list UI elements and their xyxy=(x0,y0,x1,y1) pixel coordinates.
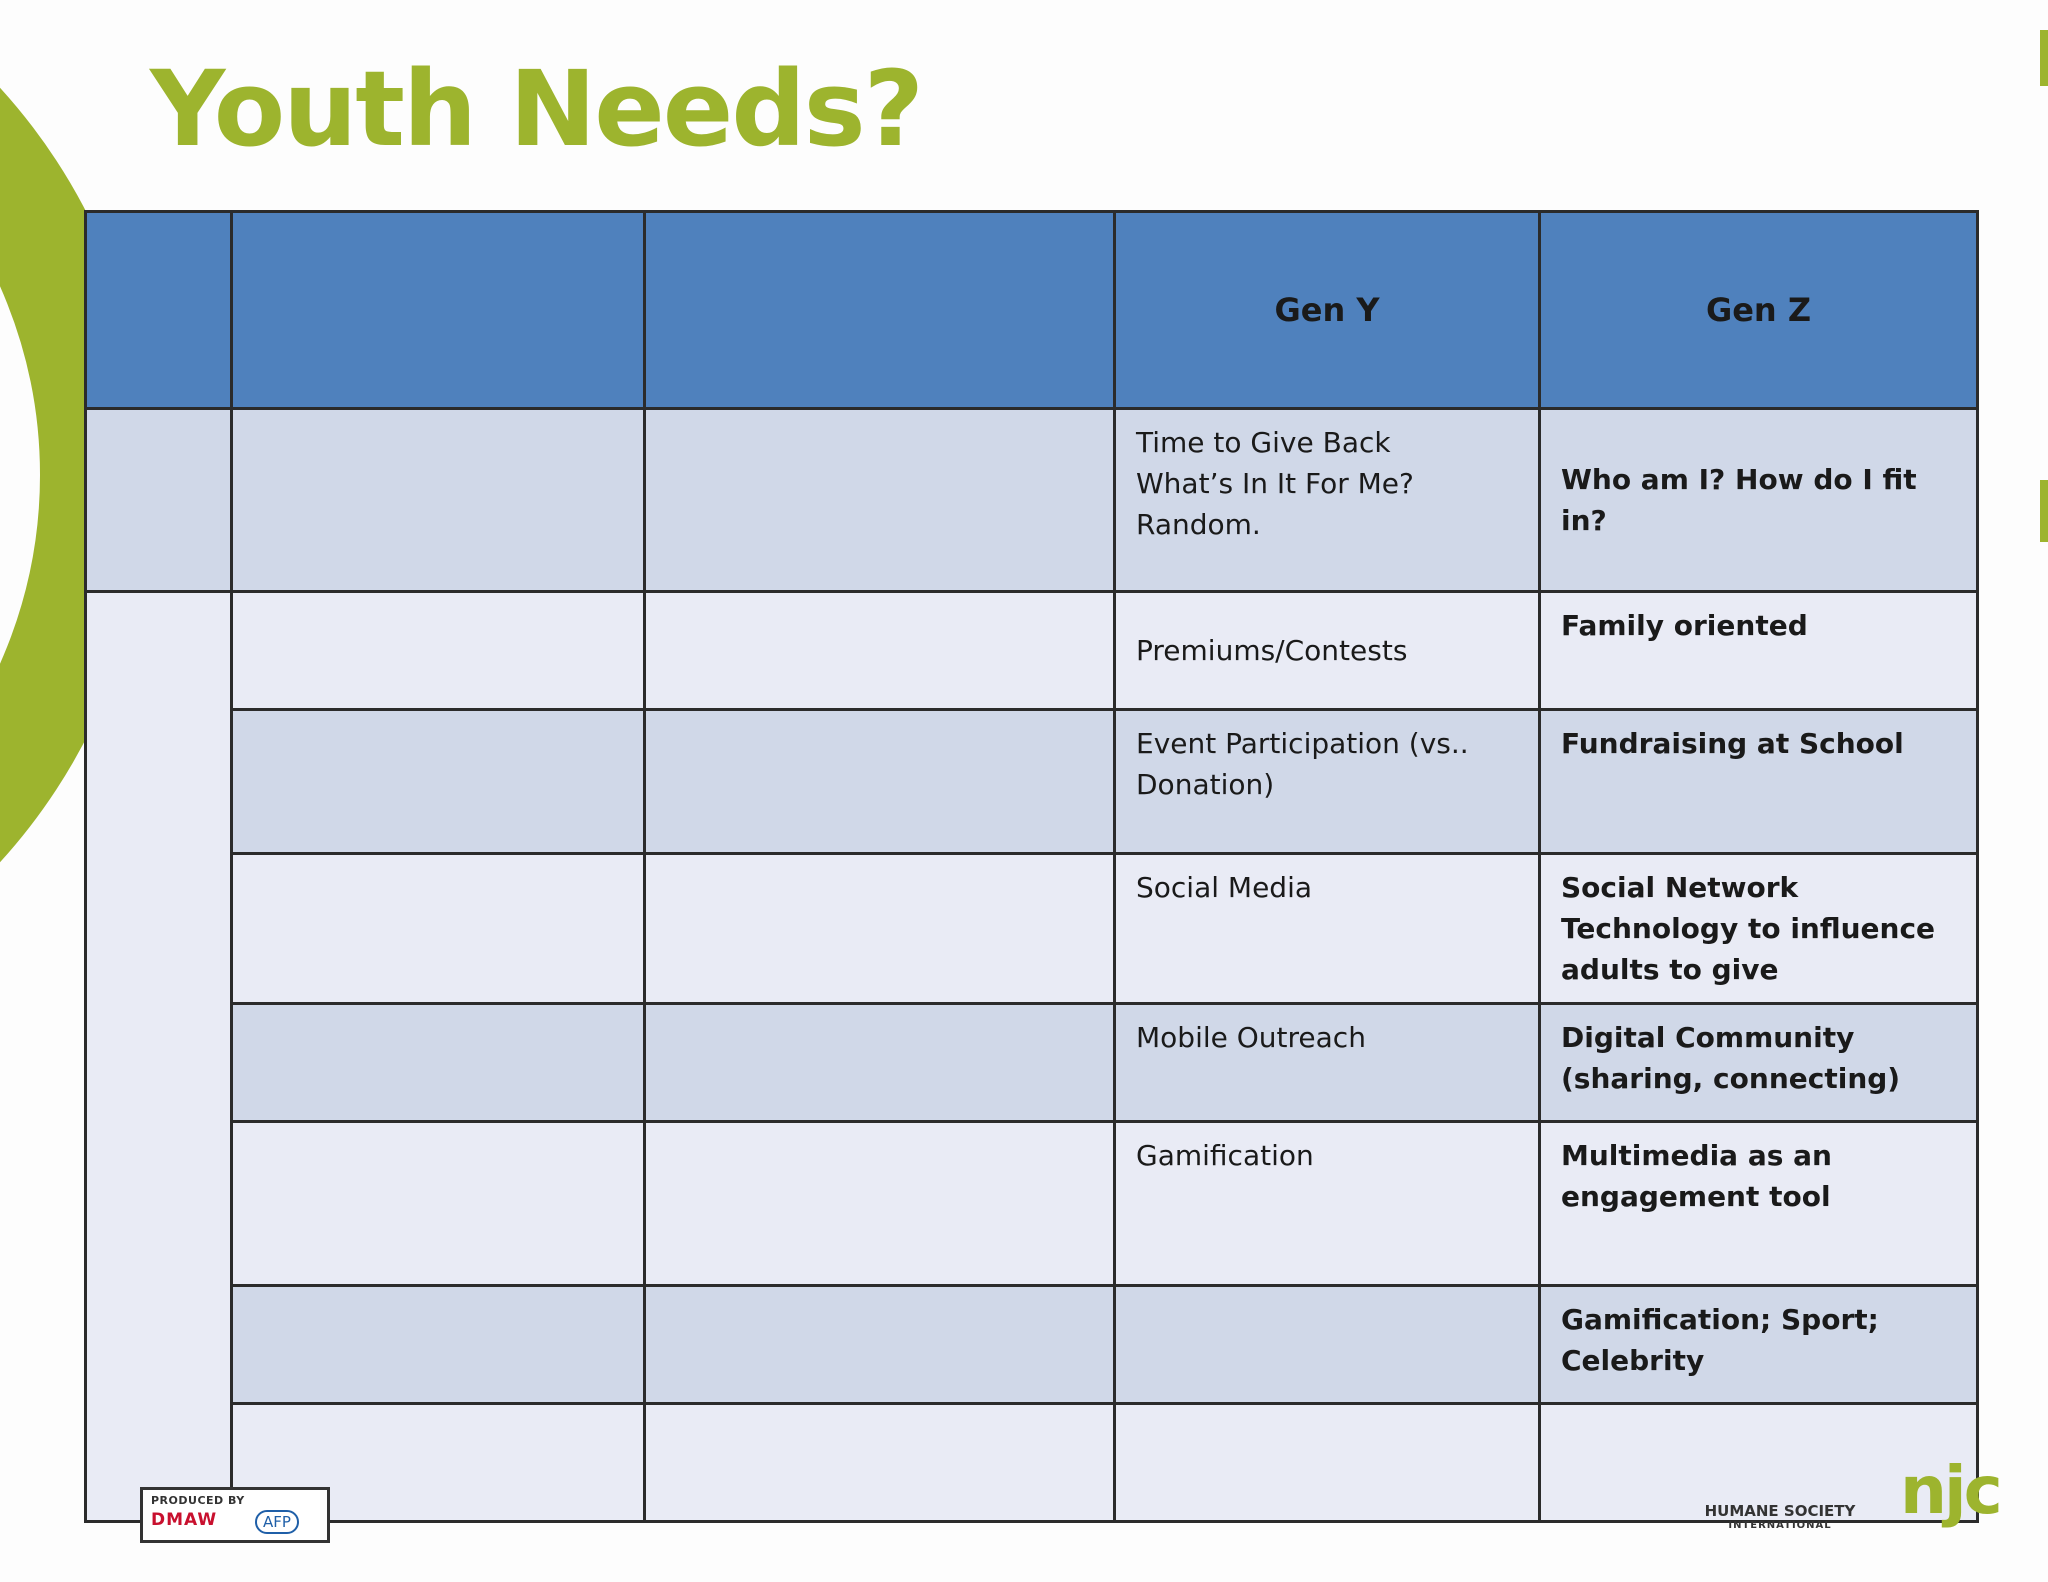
header-gen-z: Gen Z xyxy=(1540,212,1978,409)
gen-z-cell: Fundraising at School xyxy=(1540,710,1978,854)
njc-logo: njc xyxy=(1900,1452,2000,1529)
table-cell xyxy=(232,1004,645,1122)
table-cell xyxy=(86,409,232,592)
cell-line: Gamification xyxy=(1136,1139,1314,1172)
table-row xyxy=(86,1286,1978,1404)
cell-line: Social Media xyxy=(1136,871,1313,904)
gen-y-cell xyxy=(1115,1404,1540,1522)
table-cell xyxy=(232,409,645,592)
table-cell xyxy=(232,854,645,1004)
gen-z-cell: Multimedia as an engagement tool xyxy=(1540,1122,1978,1286)
hsi-line-2: INTERNATIONAL xyxy=(1728,1520,1832,1531)
cell-line: Time to Give Back xyxy=(1136,426,1391,459)
hsi-line-1: HUMANE SOCIETY xyxy=(1704,1502,1856,1520)
dmaw-afp-logo xyxy=(140,1487,330,1543)
gen-y-cell xyxy=(1115,854,1540,1004)
gen-y-cell xyxy=(1115,1004,1540,1122)
decorative-edge-mark xyxy=(2040,30,2048,86)
table-row xyxy=(86,1004,1978,1122)
table-cell xyxy=(645,592,1115,710)
gen-y-cell xyxy=(1115,1122,1540,1286)
table-cell xyxy=(232,1122,645,1286)
cell-line: What’s In It For Me? xyxy=(1136,467,1414,500)
header-row xyxy=(86,212,1978,409)
dmaw-wordmark: DMAW xyxy=(151,1510,218,1530)
afp-wordmark: AFP xyxy=(255,1510,299,1534)
gen-z-cell: Gamification; Sport; Celebrity xyxy=(1540,1286,1978,1404)
table-row xyxy=(86,409,1978,592)
table-cell xyxy=(645,854,1115,1004)
table-cell xyxy=(645,710,1115,854)
humane-society-logo xyxy=(1700,1503,1860,1532)
produced-by-label: PRODUCED BY xyxy=(151,1494,245,1507)
table-row xyxy=(86,592,1978,710)
table-row xyxy=(86,854,1978,1004)
table-cell xyxy=(645,1404,1115,1522)
table-row xyxy=(86,710,1978,854)
gen-z-cell: Social Network Technology to influence adults to give xyxy=(1540,854,1978,1004)
table-row xyxy=(86,1122,1978,1286)
cell-line: Premiums/Contests xyxy=(1136,634,1408,667)
merged-side-cell xyxy=(86,592,232,1522)
gen-y-cell xyxy=(1115,409,1540,592)
gen-y-cell xyxy=(1115,1286,1540,1404)
cell-line: Donation) xyxy=(1136,768,1275,801)
header-gen-y: Gen Y xyxy=(1115,212,1540,409)
gen-y-cell xyxy=(1115,592,1540,710)
gen-y-cell xyxy=(1115,710,1540,854)
table-cell xyxy=(645,1004,1115,1122)
table-cell xyxy=(232,1286,645,1404)
header-cell xyxy=(645,212,1115,409)
table-cell xyxy=(645,409,1115,592)
gen-z-cell: Digital Community (sharing, connecting) xyxy=(1540,1004,1978,1122)
cell-line: Random. xyxy=(1136,508,1261,541)
gen-z-cell: Who am I? How do I fit in? xyxy=(1540,409,1978,592)
cell-line: Mobile Outreach xyxy=(1136,1021,1366,1054)
table-cell xyxy=(645,1122,1115,1286)
cell-line: Event Participation (vs.. xyxy=(1136,727,1469,760)
table-cell xyxy=(232,710,645,854)
slide-title: Youth Needs? xyxy=(150,48,922,170)
table-cell xyxy=(232,592,645,710)
table-row xyxy=(86,1404,1978,1522)
header-cell xyxy=(86,212,232,409)
gen-z-cell: Family oriented xyxy=(1540,592,1978,710)
table-cell xyxy=(645,1286,1115,1404)
comparison-table xyxy=(84,210,1979,1523)
decorative-edge-mark xyxy=(2040,480,2048,542)
header-cell xyxy=(232,212,645,409)
